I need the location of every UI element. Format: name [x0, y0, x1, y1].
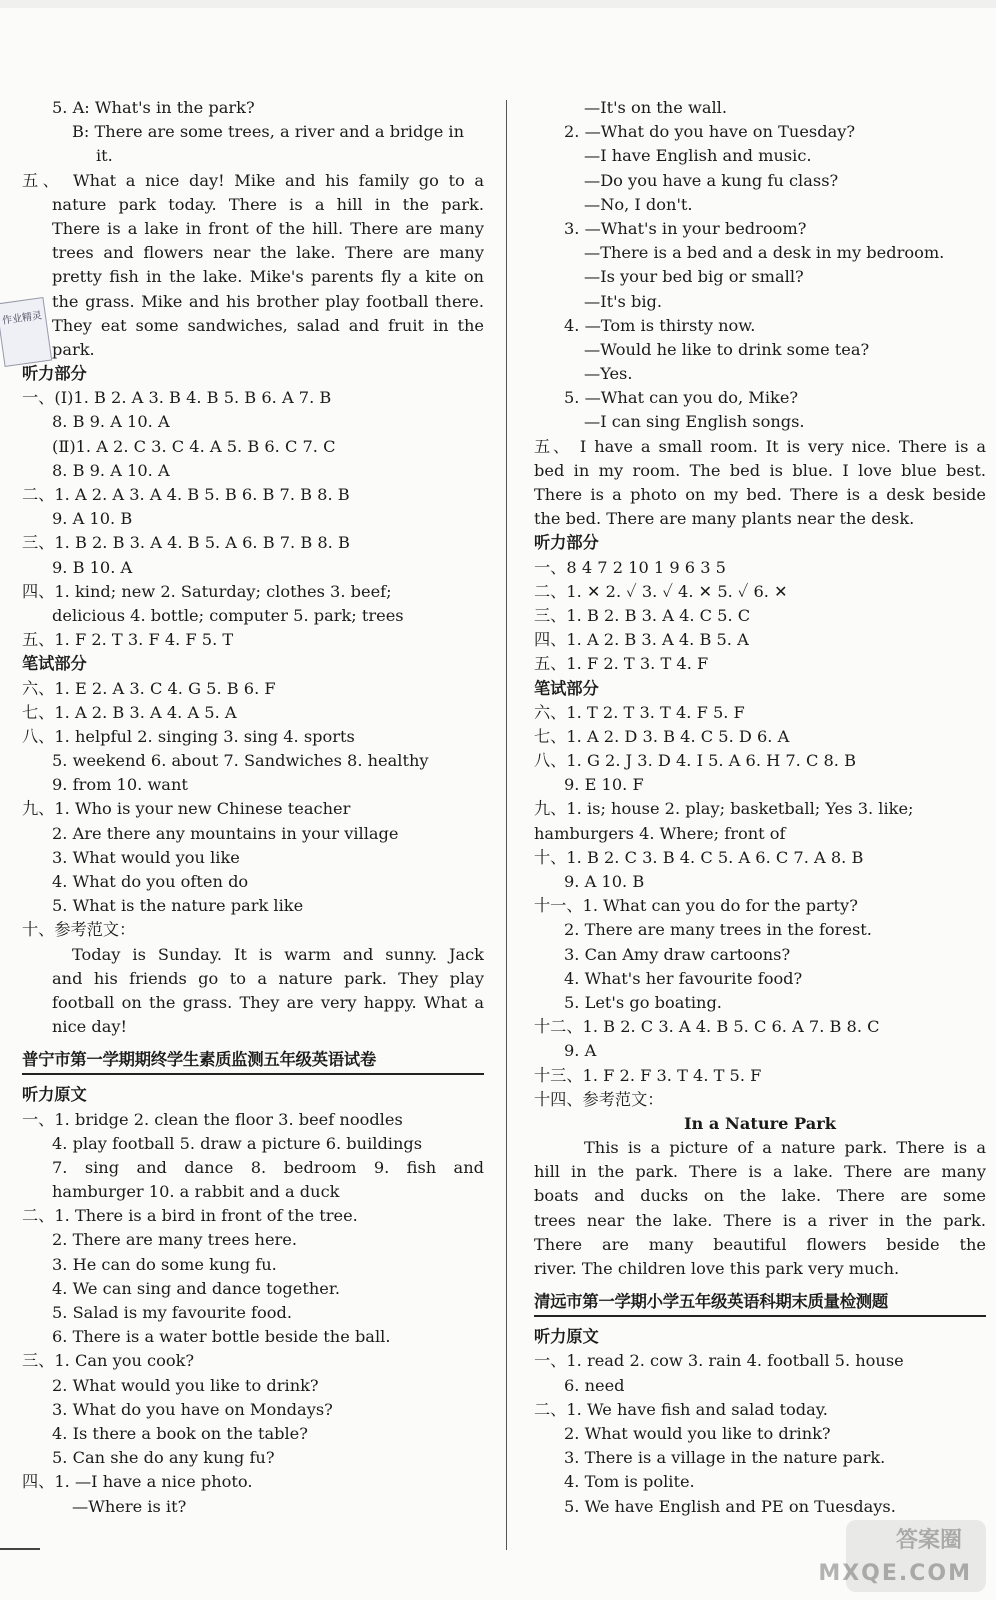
text-line: boats and ducks on the lake. There are some [534, 1186, 986, 1206]
text-line: 十、参考范文： [22, 920, 136, 940]
text-line: 一、1. bridge 2. clean the floor 3. beef noodles [22, 1109, 403, 1129]
text-line: —Would he like to drink some tea? [584, 339, 870, 359]
text-line: 九、1. Who is your new Chinese teacher [22, 799, 351, 819]
text-line: 9. A [564, 1041, 597, 1061]
right-column [534, 96, 986, 1519]
text-line: —I have English and music. [584, 146, 812, 166]
text-line: There is a photo on my bed. There is a desk beside [534, 485, 986, 504]
text-line: —Where is it? [72, 1496, 187, 1516]
text-line: 9. A 10. B [52, 509, 133, 529]
text-line: They eat some sandwiches, salad and fruit in the [52, 315, 484, 335]
text-line: There is a lake in front of the hill. There are many [52, 218, 484, 238]
text-line: 4. Tom is polite. [564, 1472, 695, 1492]
text-line: 清远市第一学期小学五年级英语科期末质量检测题 [534, 1289, 986, 1317]
text-line: river. The children love this park very much. [534, 1259, 900, 1278]
text-line: 七、1. A 2. B 3. A 4. A 5. A [22, 702, 237, 722]
text-line: 三、1. Can you cook? [22, 1351, 195, 1371]
text-line: 5. —What can you do, Mike? [564, 388, 799, 408]
text-line: 9. A 10. B [564, 872, 645, 891]
text-line: hamburger 10. a rabbit and a duck [52, 1182, 340, 1202]
text-line: 3. Can Amy draw cartoons? [564, 944, 791, 964]
text-line: 9. B 10. A [52, 557, 133, 577]
left-column [22, 96, 484, 1519]
text-line: park. [52, 339, 95, 359]
text-line: 六、1. E 2. A 3. C 4. G 5. B 6. F [22, 678, 276, 698]
text-line: B: There are some trees, a river and a bridge in [72, 122, 465, 142]
text-line: the grass. Mike and his brother play football there. [52, 291, 484, 311]
text-line: 听力原文 [534, 1327, 599, 1347]
text-line: 8. B 9. A 10. A [52, 460, 170, 480]
text-line: 二、1. A 2. A 3. A 4. B 5. B 6. B 7. B 8. B [22, 485, 350, 504]
text-line: 3. There is a village in the nature park. [564, 1448, 886, 1468]
text-line: 4. play football 5. draw a picture 6. buildings [52, 1133, 423, 1153]
text-line: 5. weekend 6. about 7. Sandwiches 8. healthy [52, 751, 429, 771]
text-line: 7. sing and dance 8. bedroom 9. fish and [52, 1157, 484, 1177]
page-top-edge [0, 0, 996, 8]
text-line: 五、1. F 2. T 3. F 4. F 5. T [22, 630, 234, 650]
text-line: 5. Salad is my favourite food. [52, 1303, 293, 1322]
text-line: 4. Is there a book on the table? [52, 1423, 308, 1443]
text-line: football on the grass. They are very happy. What a [52, 992, 484, 1012]
text-line: 一、(Ⅰ)1. B 2. A 3. B 4. B 5. B 6. A 7. B [22, 388, 332, 408]
text-line: —Yes. [584, 364, 633, 384]
text-line: 五、1. F 2. T 3. T 4. F [534, 654, 709, 674]
text-line: and his friends go to a nature park. They play [52, 968, 484, 988]
text-line: hamburgers 4. Where; front of [534, 823, 786, 843]
text-line: 4. —Tom is thirsty now. [564, 315, 756, 335]
text-line: 3. What would you like [52, 847, 240, 867]
text-line: 5. What is the nature park like [52, 896, 304, 916]
column-divider [506, 100, 507, 1550]
text-line: 七、1. A 2. D 3. B 4. C 5. D 6. A [534, 726, 790, 746]
text-line: 5. We have English and PE on Tuesdays. [564, 1496, 896, 1516]
text-line: trees and flowers near the lake. There are many [52, 243, 484, 263]
text-line: 二、1. There is a bird in front of the tree. [22, 1206, 358, 1226]
watermark-url: MXQE.COM [818, 1561, 972, 1586]
text-line: —It's big. [584, 291, 663, 311]
text-line: 四、1. A 2. B 3. A 4. B 5. A [534, 630, 749, 650]
text-line: —It's on the wall. [584, 98, 727, 117]
text-line: 2. There are many trees in the forest. [564, 920, 872, 940]
text-line: 8. B 9. A 10. A [52, 412, 170, 432]
text-line: the bed. There are many plants near the desk. [534, 509, 915, 529]
stamp-text: 作业精灵 [1, 310, 43, 327]
text-line: There are many beautiful flowers beside the [534, 1234, 986, 1254]
text-line: hill in the park. There is a lake. There are many [534, 1162, 986, 1182]
text-line: 十三、1. F 2. F 3. T 4. T 5. F [534, 1065, 762, 1085]
text-line: 2. Are there any mountains in your village [52, 823, 399, 843]
text-line: 三、1. B 2. B 3. A 4. B 5. A 6. B 7. B 8. B [22, 533, 350, 553]
text-line: 笔试部分 [22, 654, 87, 674]
text-line: 十、1. B 2. C 3. B 4. C 5. A 6. C 7. A 8. B [534, 847, 864, 867]
text-line: 4. What's her favourite food? [564, 968, 803, 988]
text-line: 4. We can sing and dance together. [52, 1278, 340, 1298]
text-line: 9. from 10. want [52, 775, 188, 795]
text-line: 4. What do you often do [52, 872, 249, 891]
text-line: 听力原文 [22, 1085, 87, 1105]
text-line: (Ⅱ)1. A 2. C 3. C 4. A 5. B 6. C 7. C [52, 436, 336, 456]
text-line: 十二、1. B 2. C 3. A 4. B 5. C 6. A 7. B 8. C [534, 1017, 880, 1037]
text-line: 八、1. helpful 2. singing 3. sing 4. sports [22, 726, 355, 746]
text-line: —Do you have a kung fu class? [584, 170, 839, 190]
text-line: 笔试部分 [534, 678, 599, 698]
text-line: —I can sing English songs. [584, 412, 805, 432]
text-line: 2. What would you like to drink? [52, 1375, 319, 1395]
text-line: 一、8 4 7 2 10 1 9 6 3 5 [534, 557, 726, 577]
text-line: 6. There is a water bottle beside the ball. [52, 1327, 391, 1347]
text-line: 5. Let's go boating. [564, 992, 722, 1012]
text-line: 5. Can she do any kung fu? [52, 1448, 275, 1468]
text-line: 普宁市第一学期期终学生素质监测五年级英语试卷 [22, 1047, 484, 1075]
watermark-text: 答案圈 [895, 1528, 962, 1553]
text-line: 五、 I have a small room. It is very nice. There is a [534, 436, 986, 456]
text-line: 九、1. is; house 2. play; basketball; Yes 3. like; [534, 799, 914, 819]
text-line: 2. —What do you have on Tuesday? [564, 122, 856, 142]
text-line: nice day! [52, 1017, 128, 1037]
text-line: This is a picture of a nature park. There is a [584, 1138, 986, 1158]
text-line: 二、1. We have fish and salad today. [534, 1399, 828, 1419]
text-line: 9. E 10. F [564, 775, 644, 795]
text-line: delicious 4. bottle; computer 5. park; trees [52, 605, 404, 625]
text-line: 听力部分 [534, 533, 599, 553]
text-line: 6. need [564, 1375, 625, 1395]
text-line: 四、1. kind; new 2. Saturday; clothes 3. beef; [22, 581, 392, 601]
text-line: pretty fish in the lake. Mike's parents fly a kite on [52, 267, 484, 287]
text-line: bed in my room. The bed is blue. I love blue best. [534, 460, 986, 480]
text-line: 3. What do you have on Mondays? [52, 1399, 333, 1419]
text-line: 听力部分 [22, 364, 87, 384]
text-line: 5. A: What's in the park? [52, 98, 255, 117]
text-line: —No, I don't. [584, 194, 693, 214]
text-line: 3. —What's in your bedroom? [564, 218, 807, 238]
text-line: In a Nature Park [683, 1113, 837, 1133]
text-line: 八、1. G 2. J 3. D 4. I 5. A 6. H 7. C 8. B [534, 751, 856, 771]
text-line: 2. What would you like to drink? [564, 1423, 831, 1443]
text-line: it. [96, 146, 113, 166]
text-line: 二、1. ✕ 2. ✓ 3. ✓ 4. ✕ 5. ✓ 6. ✕ [534, 581, 788, 601]
text-line: nature park today. There is a hill in the park. [52, 194, 484, 214]
footer-mark [0, 1548, 40, 1550]
text-line: 十四、参考范文： [534, 1089, 664, 1109]
text-line: 2. There are many trees here. [52, 1230, 298, 1250]
text-line: —There is a bed and a desk in my bedroom. [584, 243, 945, 263]
text-line: —Is your bed big or small? [584, 267, 804, 287]
text-line: 五、 What a nice day! Mike and his family go to a [22, 170, 484, 190]
text-line: 一、1. read 2. cow 3. rain 4. football 5. house [534, 1351, 904, 1371]
text-line: 六、1. T 2. T 3. T 4. F 5. F [534, 702, 745, 722]
text-line: 三、1. B 2. B 3. A 4. C 5. C [534, 605, 751, 625]
text-line: 四、1. —I have a nice photo. [22, 1472, 253, 1492]
text-line: 3. He can do some kung fu. [52, 1254, 277, 1274]
text-line: 十一、1. What can you do for the party? [534, 896, 858, 916]
text-line: Today is Sunday. It is warm and sunny. Jack [72, 944, 484, 964]
text-line: trees near the lake. There is a river in the park. [534, 1210, 986, 1230]
